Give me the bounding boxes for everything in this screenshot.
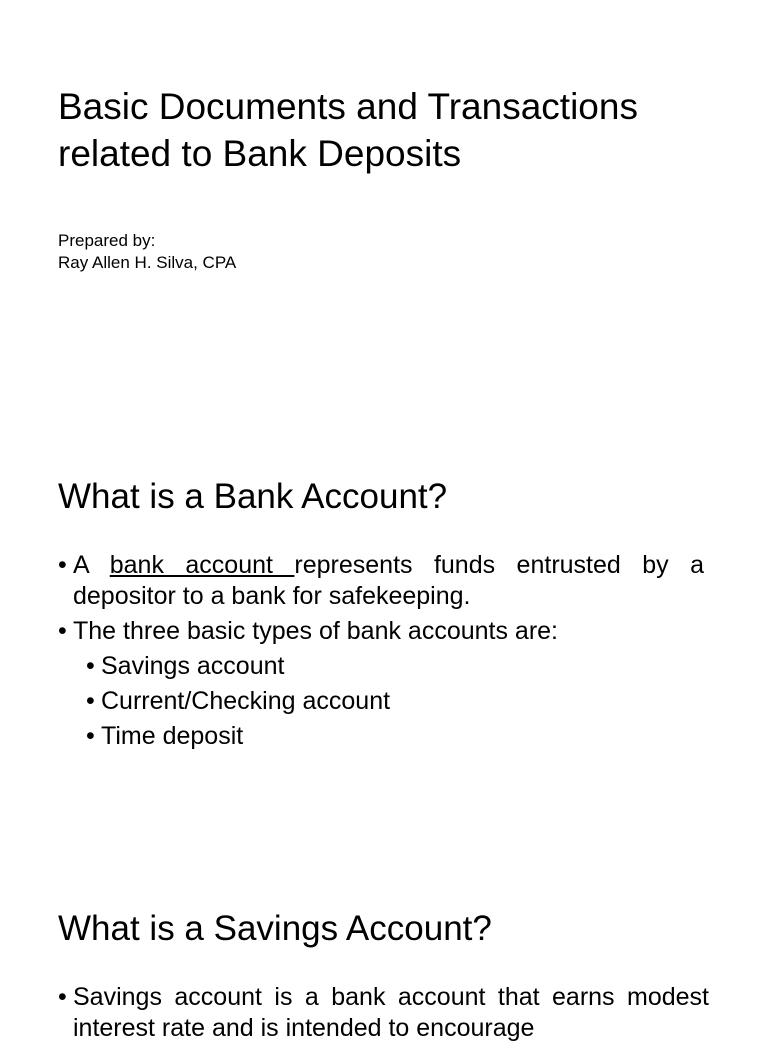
account-type-time-deposit: Time deposit xyxy=(101,722,244,750)
sub-bullet-item xyxy=(86,686,704,717)
bullet-item xyxy=(58,616,704,647)
bullet-text: The three basic types of bank accounts are: xyxy=(73,617,558,645)
bullet-icon: • xyxy=(86,687,95,715)
account-type-savings: Savings account xyxy=(101,652,285,680)
bullet-icon: • xyxy=(86,652,95,680)
bullet-icon: • xyxy=(86,722,95,750)
account-type-current: Current/Checking account xyxy=(101,687,391,715)
sub-bullet-item xyxy=(86,721,704,752)
bank-account-slide xyxy=(0,430,768,862)
bullet-text: represents funds entrusted by a depositor to a bank for safekeeping. xyxy=(73,551,704,610)
slide-title: What is a Savings Account? xyxy=(58,909,492,948)
author-name: Ray Allen H. Silva, CPA xyxy=(58,253,237,272)
sub-bullet-item xyxy=(86,651,704,682)
bullet-prefix: A xyxy=(73,551,110,579)
savings-account-slide xyxy=(0,862,768,1042)
bullet-item xyxy=(58,982,709,1044)
prepared-by-block xyxy=(58,230,236,274)
title-slide xyxy=(0,0,768,430)
prepared-by-label: Prepared by: xyxy=(58,231,156,250)
bullet-list xyxy=(58,982,709,1048)
bullet-icon: • xyxy=(58,617,67,645)
bullet-icon: • xyxy=(58,551,67,579)
bullet-list xyxy=(58,550,704,756)
slide-title: What is a Bank Account? xyxy=(58,477,448,516)
bank-account-term: bank account xyxy=(109,551,295,579)
bullet-item xyxy=(58,550,704,612)
bullet-icon: • xyxy=(58,983,67,1011)
bullet-text: Savings account is a bank account that earns modest interest rate and is intended to encourage xyxy=(73,983,709,1042)
presentation-title: Basic Documents and Transactions related to Bank Deposits xyxy=(58,86,638,174)
